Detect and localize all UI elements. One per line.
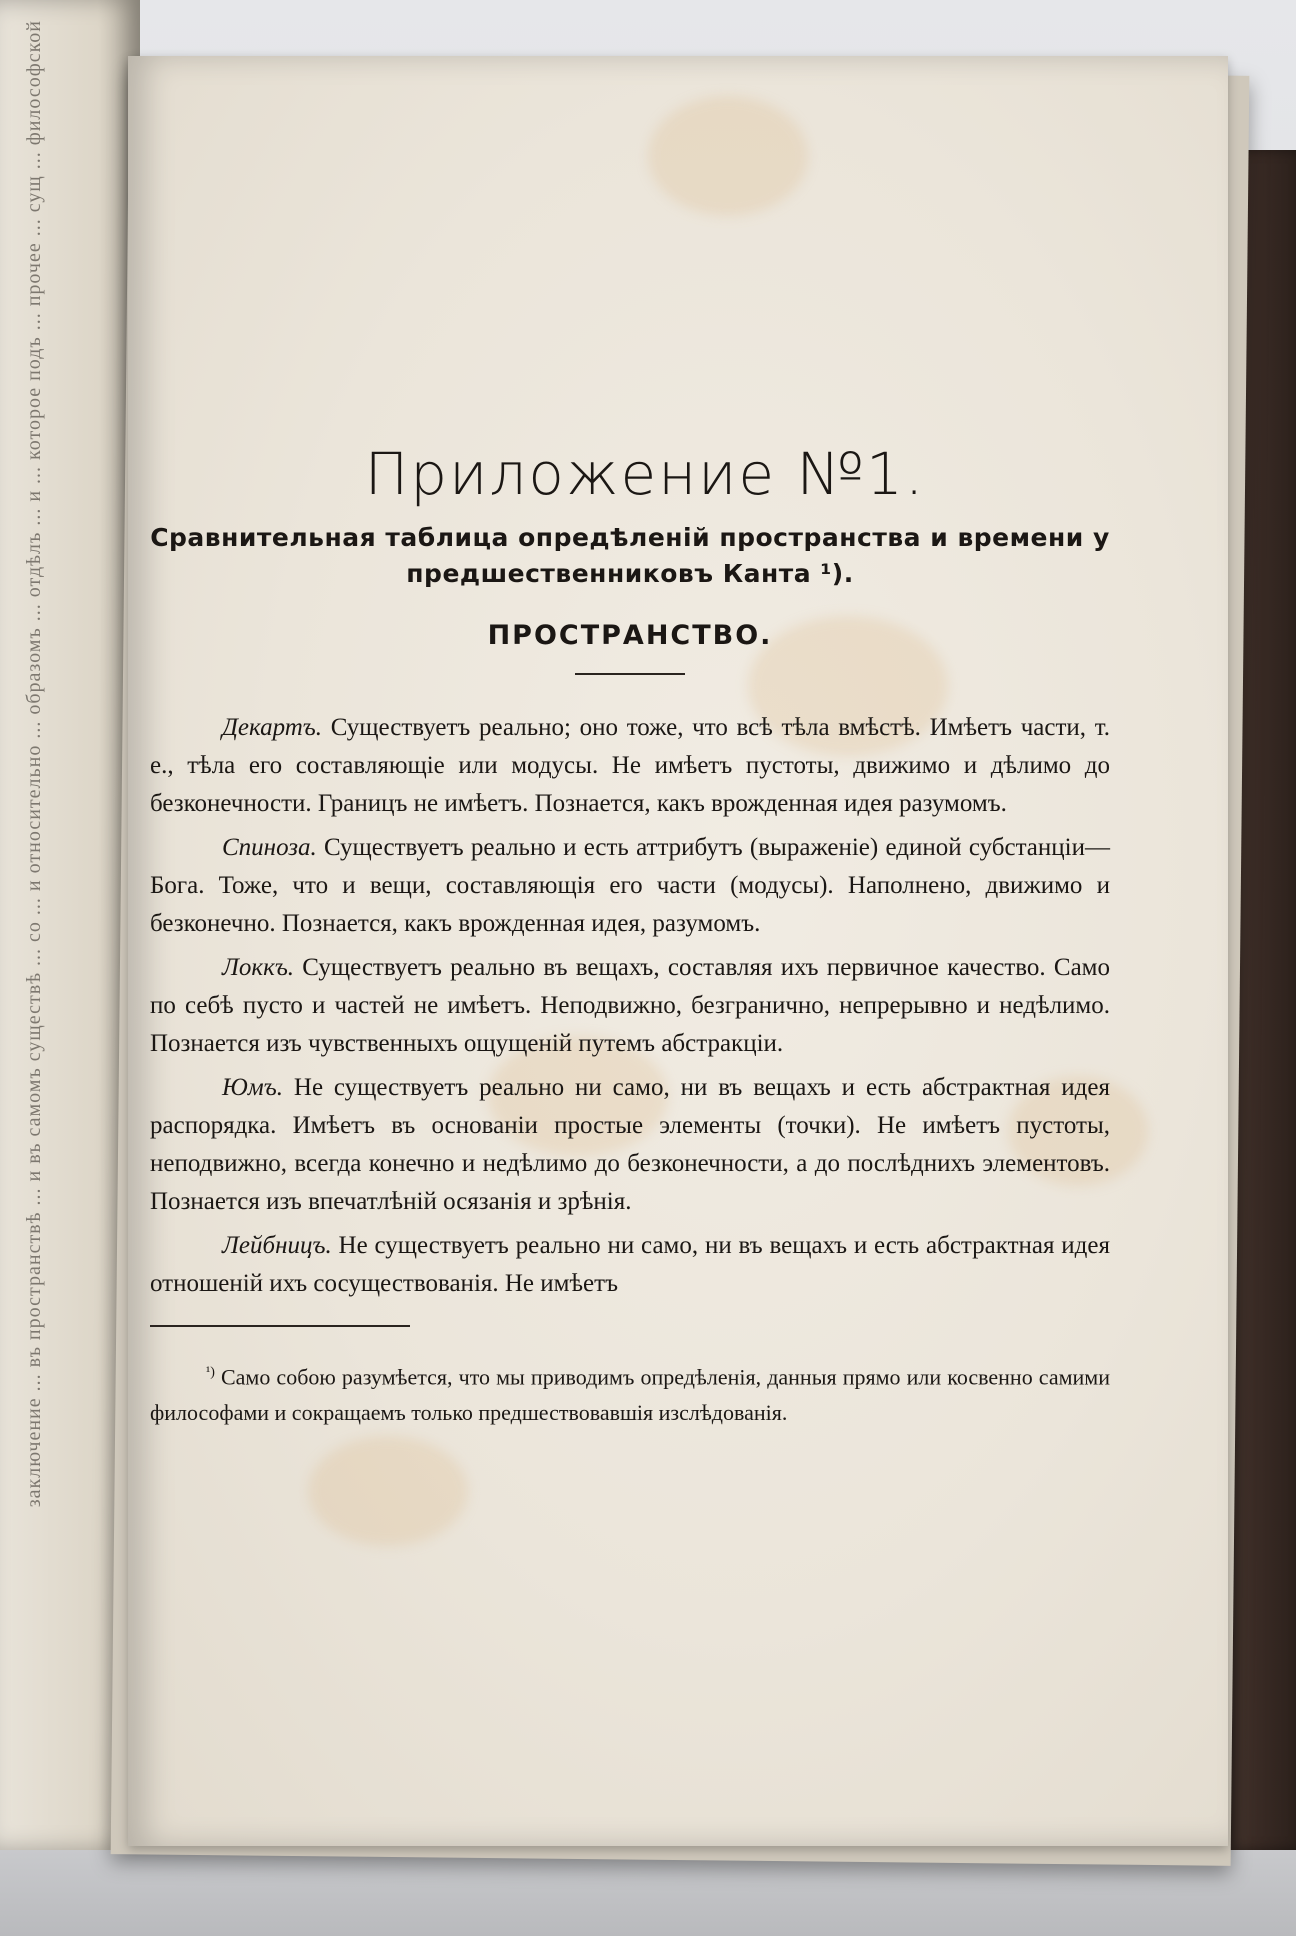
paragraph-locke — [150, 949, 1110, 1063]
section-heading: ПРОСТРАНСТВО. — [487, 620, 773, 651]
philosopher-name: Локкъ. — [222, 954, 295, 981]
footnote-mark: ¹) — [206, 1365, 215, 1380]
page-subtitle: Сравнительная таблица опредѣленій пространства и времени у предшественниковъ Канта ¹). — [150, 523, 1110, 588]
paragraph-text: Не существуетъ реально ни само, ни въ вещахъ и есть абстрактная идея отношеній ихъ сосуществованія. Не имѣетъ — [150, 1232, 1110, 1297]
left-page-text: заключение ... въ пространствѣ ... и въ самомъ существѣ ... со ... и относительно ... образомъ ... отдѣлъ ... и ... которое подъ ... прочее ... сущ ... философской — [23, 20, 45, 1508]
philosopher-name: Декартъ. — [222, 714, 323, 741]
paragraph-text: Не существуетъ реально ни само, ни въ вещахъ и есть абстрактная идея распорядка. Имѣетъ въ основаніи простые элементы (точки). Не имѣетъ пустоты, неподвижно, всегда конечно и недѣлимо до безконечности, а до послѣднихъ элементовъ. Познается изъ впечатлѣній осязанія и зрѣнія. — [150, 1074, 1110, 1215]
paragraph-leibniz — [150, 1227, 1110, 1303]
paragraph-text: Существуетъ реально въ вещахъ, составляя ихъ первичное качество. Само по себѣ пусто и частей не имѣетъ. Неподвижно, безгранично, непрерывно и недѣлимо. Познается изъ чувственныхъ ощущеній путемъ абстракціи. — [150, 954, 1110, 1057]
paragraph-text: Существуетъ реально; оно тоже, что всѣ тѣла вмѣстѣ. Имѣетъ части, т. е., тѣла его составляющіе или модусы. Не имѣетъ пустоты, движимо и дѣлимо до безконечности. Границъ не имѣетъ. Познается, какъ врожденная идея разумомъ. — [150, 714, 1110, 817]
footnote-rule — [150, 1325, 410, 1327]
paragraph-hume — [150, 1069, 1110, 1221]
philosopher-name: Лейбницъ. — [222, 1232, 332, 1259]
paragraph-spinoza — [150, 829, 1110, 943]
paragraph-descartes — [150, 709, 1110, 823]
page-content — [150, 440, 1110, 1453]
philosopher-name: Спиноза. — [222, 834, 317, 861]
footnote — [150, 1355, 1110, 1431]
section-rule — [575, 673, 685, 675]
page-title: Приложение №1. — [364, 440, 926, 508]
paper-stain — [648, 96, 808, 216]
philosopher-name: Юмъ. — [222, 1074, 283, 1101]
footnote-text: Само собою разумѣется, что мы приводимъ опредѣленія, данныя прямо или косвенно самими философами и сокращаемъ только предшествовавшія изслѣдованія. — [150, 1364, 1110, 1426]
paragraph-text: Существуетъ реально и есть аттрибутъ (выраженіе) единой субстанціи— Бога. Тоже, что и вещи, составляющія его части (модусы). Наполнено, движимо и безконечно. Познается, какъ врожденная идея, разумомъ. — [150, 834, 1110, 937]
